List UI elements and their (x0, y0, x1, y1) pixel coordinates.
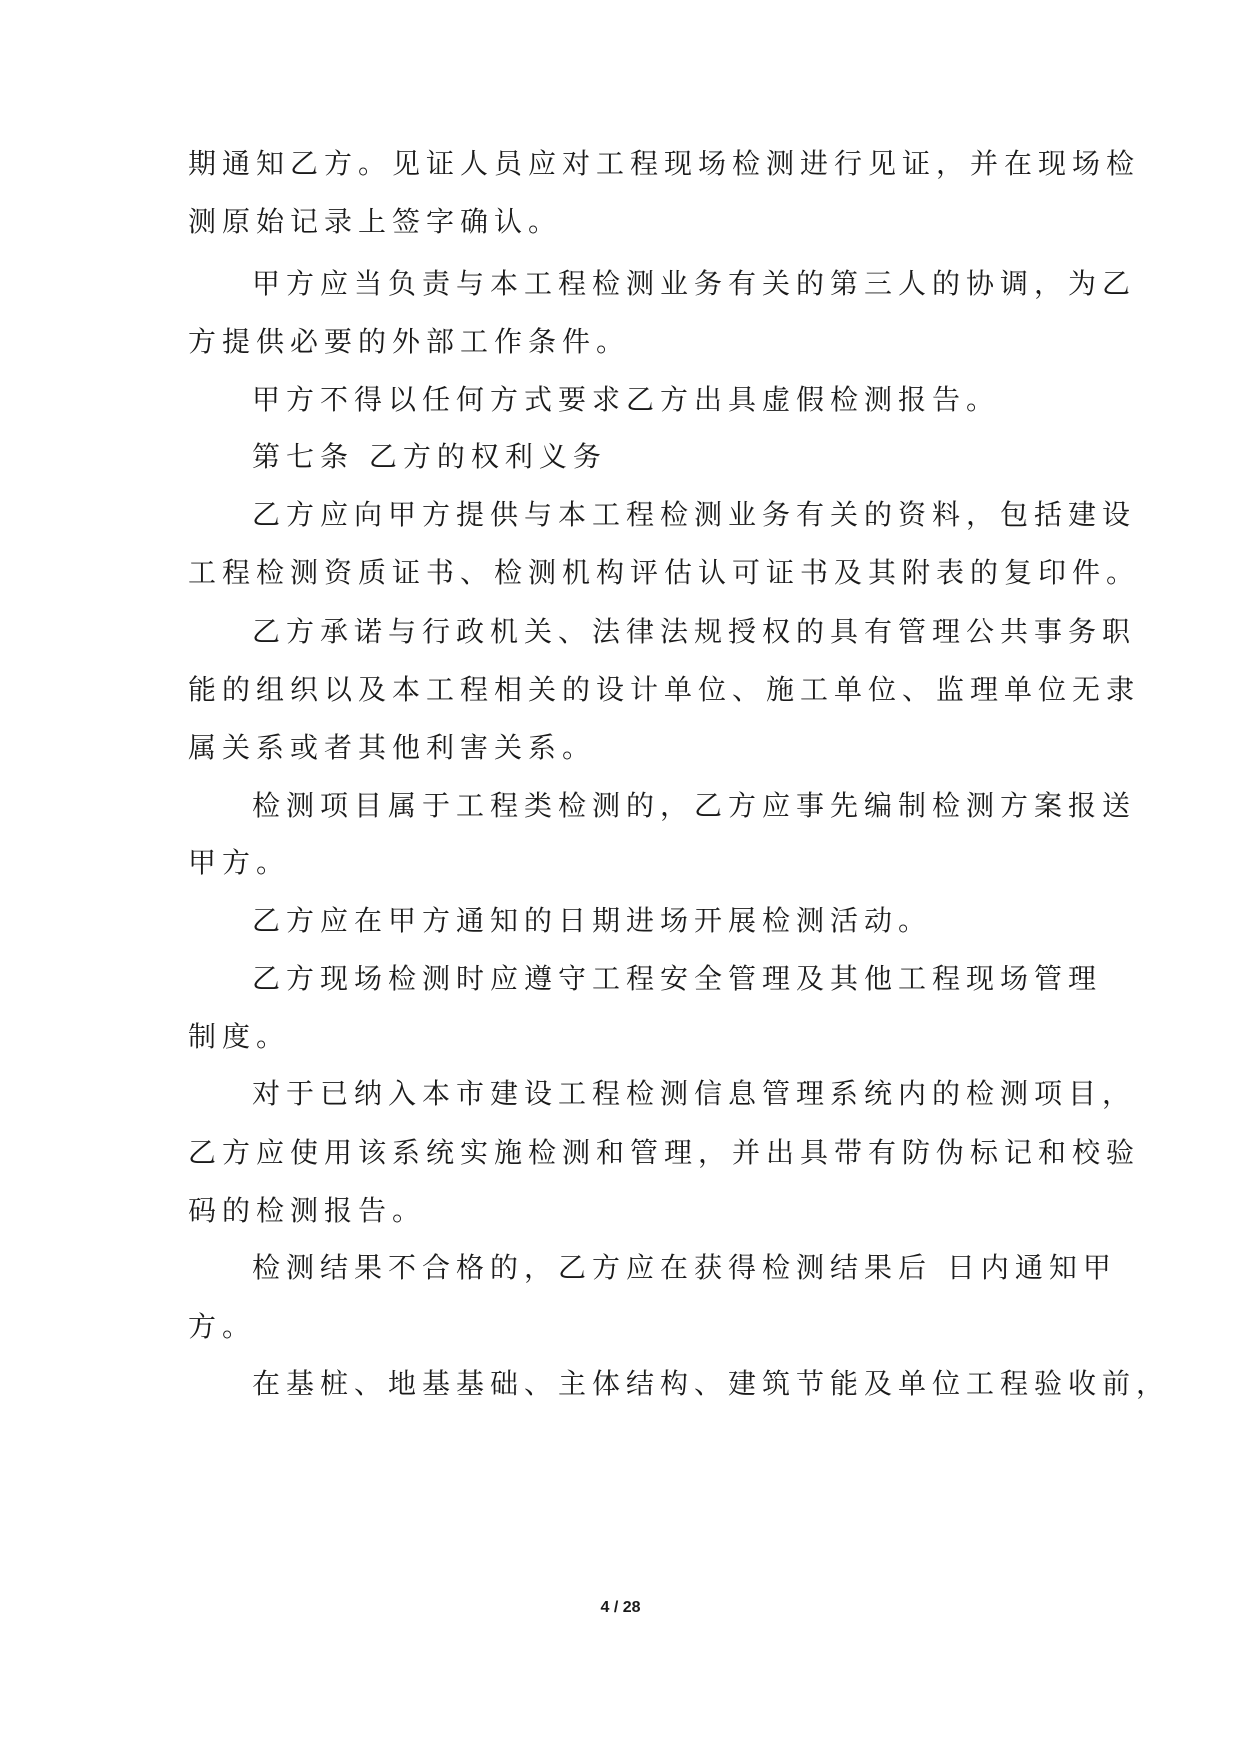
text-line: 方提供必要的外部工作条件。 (188, 325, 631, 358)
text-line: 检测项目属于工程类检测的，乙方应事先编制检测方案报送 (252, 789, 1137, 822)
text-line: 乙方现场检测时应遵守工程安全管理及其他工程现场管理 (252, 962, 1103, 995)
text-line: 测原始记录上签字确认。 (188, 205, 563, 238)
text-line: 甲方应当负责与本工程检测业务有关的第三人的协调，为乙 (252, 267, 1137, 300)
text-line: 在基桩、地基基础、主体结构、建筑节能及单位工程验收前， (252, 1367, 1171, 1400)
text-line: 能的组织以及本工程相关的设计单位、施工单位、监理单位无隶 (188, 673, 1141, 706)
text-line: 工程检测资质证书、检测机构评估认可证书及其附表的复印件。 (188, 556, 1141, 589)
text-line: 方。 (188, 1310, 257, 1343)
text-line: 检测结果不合格的，乙方应在获得检测结果后 日内通知甲 (252, 1251, 1117, 1284)
text-line: 甲方不得以任何方式要求乙方出具虚假检测报告。 (252, 383, 1001, 416)
text-line: 乙方应使用该系统实施检测和管理，并出具带有防伪标记和校验 (188, 1136, 1141, 1169)
text-line: 乙方应向甲方提供与本工程检测业务有关的资料，包括建设 (252, 498, 1137, 531)
text-line: 属关系或者其他利害关系。 (188, 731, 597, 764)
text-line: 码的检测报告。 (188, 1194, 427, 1227)
text-line: 对于已纳入本市建设工程检测信息管理系统内的检测项目， (252, 1077, 1137, 1110)
text-line: 期通知乙方。见证人员应对工程现场检测进行见证，并在现场检 (188, 147, 1141, 180)
text-line: 乙方承诺与行政机关、法律法规授权的具有管理公共事务职 (252, 615, 1137, 648)
text-line: 制度。 (188, 1020, 291, 1053)
text-line: 乙方应在甲方通知的日期进场开展检测活动。 (252, 904, 933, 937)
text-line: 甲方。 (188, 846, 291, 879)
page-number: 4 / 28 (600, 1599, 641, 1616)
section-heading: 第七条 乙方的权利义务 (252, 440, 607, 473)
